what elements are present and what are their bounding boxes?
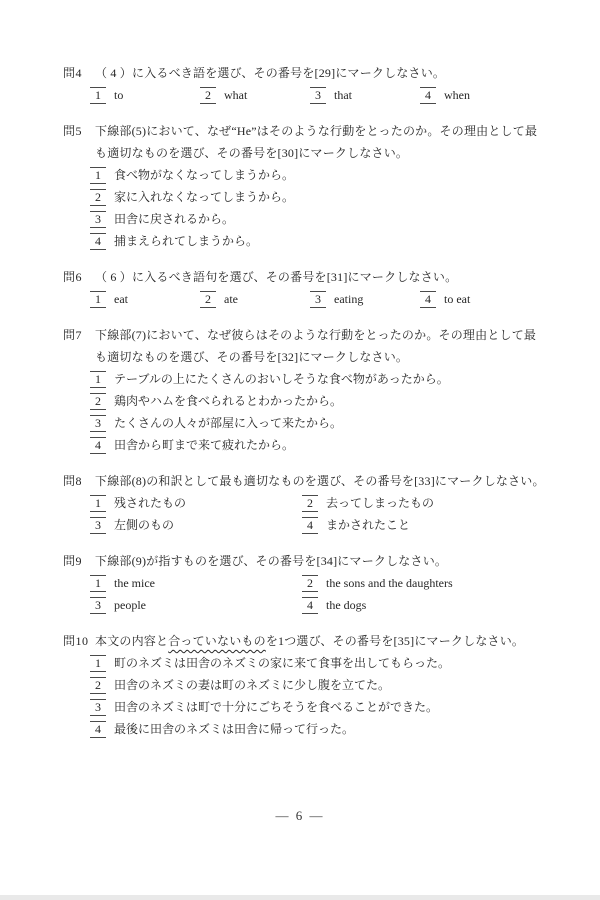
question-4-label: 問4 [63, 66, 83, 80]
choice-number: 4 [420, 87, 436, 104]
choice-number: 2 [200, 87, 216, 104]
choice-text: 食べ物がなくなってしまうから。 [114, 168, 295, 182]
body-plain: を1つ選び、その番号を[35]にマークしなさい。 [265, 634, 525, 648]
choice-number: 4 [302, 597, 318, 614]
question-9-choices [90, 572, 553, 616]
question-4-choices [90, 84, 553, 106]
choice-option [90, 368, 553, 390]
choice-text: 捕まえられてしまうから。 [114, 234, 259, 248]
choice-text: eat [114, 292, 128, 306]
choice-option [90, 230, 553, 252]
choice-option [90, 390, 553, 412]
choice-number: 2 [302, 495, 318, 512]
choice-option [90, 594, 302, 616]
choice-number: 4 [90, 437, 106, 454]
question-6-label: 問6 [63, 270, 83, 284]
choice-option [90, 288, 200, 310]
choice-option [90, 652, 553, 674]
choice-text: まかされたこと [326, 518, 411, 532]
choice-text: たくさんの人々が部屋に入って来たから。 [114, 416, 343, 430]
choice-text: 最後に田舎のネズミは田舎に帰って行った。 [114, 722, 355, 736]
question-9-body: 下線部(9)が指すものを選び、その番号を[34]にマークしなさい。 [95, 554, 448, 568]
question-8-label: 問8 [63, 474, 83, 488]
question-10-body [95, 630, 547, 652]
choice-text: 田舎から町まで来て疲れたから。 [114, 438, 295, 452]
choice-option [90, 696, 553, 718]
choice-option [90, 208, 553, 230]
choice-option [302, 514, 553, 536]
choice-number: 2 [90, 189, 106, 206]
choice-option [90, 514, 302, 536]
choice-option [90, 434, 553, 456]
choice-number: 3 [90, 415, 106, 432]
choice-text: 田舎のネズミは町で十分にごちそうを食べることができた。 [114, 700, 439, 714]
question-9-label: 問9 [63, 554, 83, 568]
exam-content [63, 62, 553, 754]
choice-text: 去ってしまったもの [326, 496, 435, 510]
choice-text: when [444, 88, 470, 102]
choice-number: 3 [90, 517, 106, 534]
choice-text: to eat [444, 292, 471, 306]
question-5-body: 下線部(5)において、なぜ“He”はそのような行動をとったのか。その理由として最も適切なものを選び、その番号を[30]にマークしなさい。 [95, 124, 538, 160]
question-10 [63, 630, 553, 740]
choice-number: 4 [302, 517, 318, 534]
choice-option [310, 84, 420, 106]
choice-text: 田舎に戻されるから。 [114, 212, 235, 226]
choice-option [200, 84, 310, 106]
question-10-choices [90, 652, 553, 740]
question-7-choices [90, 368, 553, 456]
question-4-body: （ 4 ）に入るべき語を選び、その番号を[29]にマークしなさい。 [95, 66, 446, 80]
choice-number: 4 [90, 721, 106, 738]
choice-number: 2 [90, 393, 106, 410]
choice-number: 3 [90, 699, 106, 716]
question-8-body: 下線部(8)の和訳として最も適切なものを選び、その番号を[33]にマークしなさい。 [95, 474, 545, 488]
choice-option [420, 288, 470, 310]
choice-text: 家に入れなくなってしまうから。 [114, 190, 295, 204]
choice-option [302, 594, 553, 616]
choice-text: that [334, 88, 352, 102]
choice-option [302, 572, 553, 594]
choice-text: 左側のもの [114, 518, 175, 532]
question-5-label: 問5 [63, 124, 83, 138]
choice-number: 1 [90, 291, 106, 308]
choice-number: 2 [200, 291, 216, 308]
choice-option [310, 288, 420, 310]
question-6-choices [90, 288, 553, 310]
choice-text: eating [334, 292, 364, 306]
choice-option [90, 718, 553, 740]
choice-text: 鶏肉やハムを食べられるとわかったから。 [114, 394, 343, 408]
body-wavy-underline: 合っていないもの [168, 634, 266, 648]
choice-number: 3 [310, 291, 326, 308]
choice-text: ate [224, 292, 238, 306]
choice-text: to [114, 88, 124, 102]
choice-text: people [114, 598, 146, 612]
question-8 [63, 470, 553, 536]
question-5 [63, 120, 553, 252]
question-4 [63, 62, 553, 106]
choice-text: 残されたもの [114, 496, 187, 510]
choice-number: 3 [310, 87, 326, 104]
question-6 [63, 266, 553, 310]
choice-text: the dogs [326, 598, 367, 612]
choice-option [420, 84, 470, 106]
question-10-label: 問10 [63, 634, 89, 648]
choice-number: 1 [90, 495, 106, 512]
choice-number: 1 [90, 575, 106, 592]
choice-option [90, 492, 302, 514]
choice-text: 町のネズミは田舎のネズミの家に来て食事を出してもらった。 [114, 656, 451, 670]
choice-option [90, 84, 200, 106]
choice-number: 3 [90, 597, 106, 614]
choice-number: 1 [90, 87, 106, 104]
body-plain: 本文の内容と [95, 634, 169, 648]
choice-option [90, 412, 553, 434]
scan-edge-artifact [0, 895, 600, 900]
choice-text: the sons and the daughters [326, 576, 453, 590]
choice-number: 2 [302, 575, 318, 592]
choice-option [90, 164, 553, 186]
question-7-label: 問7 [63, 328, 83, 342]
choice-option [302, 492, 553, 514]
choice-number: 1 [90, 655, 106, 672]
choice-number: 1 [90, 371, 106, 388]
choice-text: テーブルの上にたくさんのおいしそうな食べ物があったから。 [114, 372, 449, 386]
question-9 [63, 550, 553, 616]
choice-number: 3 [90, 211, 106, 228]
choice-text: 田舎のネズミの妻は町のネズミに少し腹を立てた。 [114, 678, 391, 692]
choice-option [90, 572, 302, 594]
choice-number: 1 [90, 167, 106, 184]
page-number: — 6 — [275, 808, 325, 823]
question-8-choices [90, 492, 553, 536]
question-7-body: 下線部(7)において、なぜ彼らはそのような行動をとったのか。その理由として最も適切なものを選び、その番号を[32]にマークしなさい。 [95, 328, 537, 364]
choice-number: 2 [90, 677, 106, 694]
choice-option [200, 288, 310, 310]
choice-option [90, 186, 553, 208]
question-6-body: （ 6 ）に入るべき語句を選び、その番号を[31]にマークしなさい。 [95, 270, 458, 284]
question-5-choices [90, 164, 553, 252]
choice-text: what [224, 88, 248, 102]
choice-number: 4 [90, 233, 106, 250]
choice-option [90, 674, 553, 696]
choice-number: 4 [420, 291, 436, 308]
choice-text: the mice [114, 576, 155, 590]
question-7 [63, 324, 553, 456]
